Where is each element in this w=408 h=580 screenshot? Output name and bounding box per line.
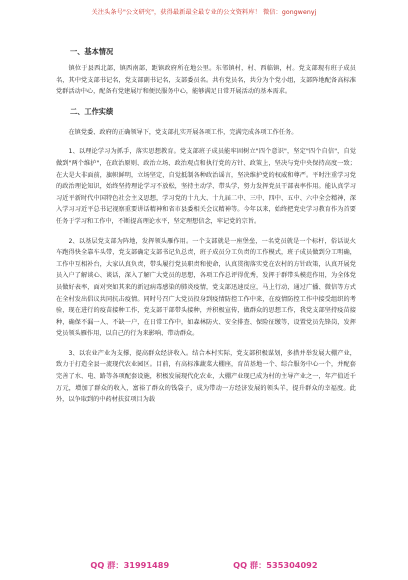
paragraph-basic-info: 镇位于县西北部，镇西南部，距镇政府所在地公里。东邻镇村，村、西临镇，村。党支部现有班子成员名，其中党支部书记名，党支部副书记名，支部委员名。共有党员名，共分为个党小组，支部阵地配备高标准党群活动中心，配备有党建展厅和便民服务中心，能够满足日常开展活动的基本需求。 xyxy=(56,65,356,96)
paragraph-intro: 在镇党委、政府的正确领导下，党支部扎实开展各项工作，完满完成各项工作任务。 xyxy=(68,128,298,136)
paragraph-point-2: 2、以基层党支部为阵地，发挥领头雁作用。一个支部就是一座堡垒，一名党员就是一个标杆，俗话说火车跑得快全靠车头带，党支部确定支部书记负总责，班子成员分工负责的工作模式，班子成员做到分工明确，工作中互相补台，大家认真负责，带头履行党员职责和使命，认真贯彻落实党在农村的方针政策，认真开展党员入户了解谈心、谈话，深入了解广大党员的思想，各项工作总评得优秀，发挥于群带头模范作用，为全体党员做好表率，面对突如其来的新冠病毒感染的肺炎疫情，党支部迅速反应，马上行动，通过广播、微信等方式在全村发出倡议共同抗击疫情。同时号召广大党员投身到疫情防控工作中来，在疫情防控工作中接受组织的考验，现在进行的疫苗接种工作，党支部干部带头接种，并积极宣传，做群众的思想工作，我党支部坚持疫苗接种，确保不漏一人、不缺一户，在日常工作中，如森林防火、安全排查、保险征缴等，设置党员先锋岗，发挥党员领头雁作用，以自己的行为来影响、带动群众。 xyxy=(56,237,356,338)
header-banner: 关注头条号"公文研究"，获得最新最全最专业的公文资料库！ 微信：gongwenyj xyxy=(91,9,317,16)
document-body xyxy=(56,40,356,410)
qq-group-2: QQ 群：535304092 xyxy=(233,560,318,570)
paragraph-point-1: 1、以理论学习为抓手，落实思想教育。党支部班子成员能牢固树立"四个意识"，坚定"四个自信"，自觉做到"两个维护"，在政治原则、政治立场、政治观点和执行党的方针、政策上，坚决与党中央保持高度一致；在大是大非面前，旗帜鲜明，立场坚定，自觉抵制各种政治谣言，坚决维护党的权威和尊严。平时注重学习党的政治理论知识，始终坚持理论学习不放松，坚持主动学、带头学，努力发挥党员干部表率作用。能认真学习习近平新时代中国特色社会主义思想，学习党的十九大、十九届二中、三中、四中、五中、六中全会精神，深入学习习近平总书记视察重要讲话精神和省市县委相关会议精神等。今年以来，始终把党史学习教育作为首要任务于学习和工作中，不断提高理论水平，坚定理想信念，牢记党的宗旨。 xyxy=(56,148,356,225)
footer-contacts xyxy=(0,559,408,571)
qq-group-1: QQ 群：31991489 xyxy=(90,560,170,570)
paragraph-point-3: 3、以农业产业为支撑，提高群众经济收入。结合本村实际，党支部积极谋划，多措并举发展大棚产业，致力于打造全县一流现代农业园区。目前，有高标准蔬菜大棚座，育苗基地一个、综合服务中心一个，并配套完善了水、电、路等各项配套设施，积极发展现代化农业，大棚产业现已成为村的主导产业之一，年产值近千万元，增加了群众的收入，富裕了群众的钱袋子，成为带动一方经济发展的领头羊，提升群众的幸福度。此外，以争取到的中药材扶贫项目为载 xyxy=(56,349,356,404)
section-heading-basic-info: 一、基本情况 xyxy=(70,47,114,56)
section-heading-achievements: 二、工作实绩 xyxy=(70,106,114,116)
